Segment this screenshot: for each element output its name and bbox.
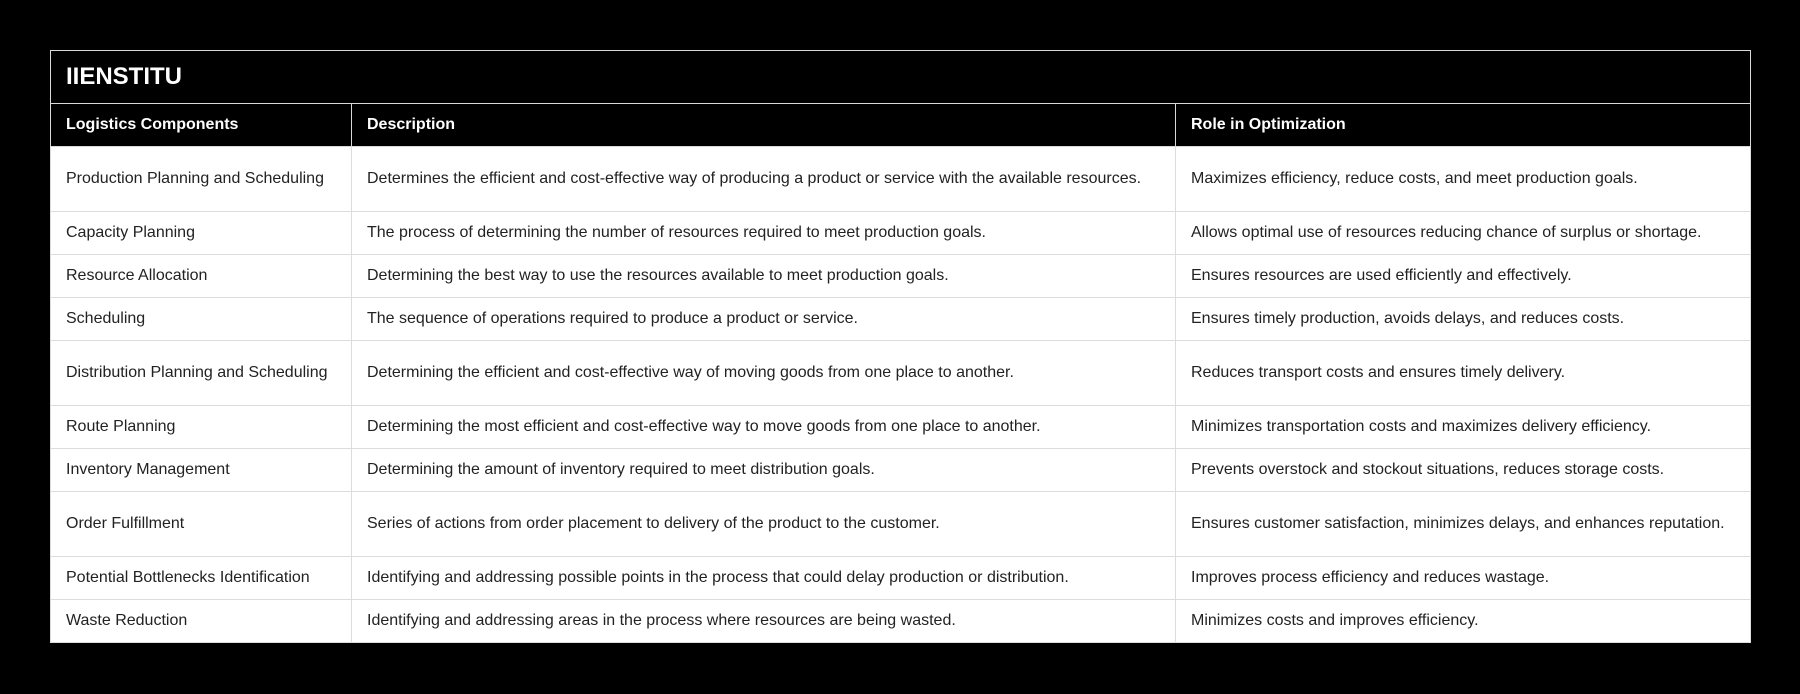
description-cell: Identifying and addressing areas in the process where resources are being wasted. xyxy=(352,600,1176,643)
component-cell: Order Fulfillment xyxy=(51,492,352,557)
component-cell: Route Planning xyxy=(51,406,352,449)
description-cell: Determining the amount of inventory required to meet distribution goals. xyxy=(352,449,1176,492)
description-cell: Series of actions from order placement to delivery of the product to the customer. xyxy=(352,492,1176,557)
table-container xyxy=(50,50,1750,643)
component-cell: Capacity Planning xyxy=(51,212,352,255)
role-cell: Allows optimal use of resources reducing chance of surplus or shortage. xyxy=(1176,212,1751,255)
role-cell: Ensures customer satisfaction, minimizes delays, and enhances reputation. xyxy=(1176,492,1751,557)
table-row xyxy=(51,600,1751,643)
table-row xyxy=(51,298,1751,341)
role-cell: Minimizes costs and improves efficiency. xyxy=(1176,600,1751,643)
component-cell: Inventory Management xyxy=(51,449,352,492)
table-title: IIENSTITU xyxy=(51,51,1751,104)
table-row xyxy=(51,341,1751,406)
column-header-components: Logistics Components xyxy=(51,104,352,147)
logistics-table xyxy=(50,50,1751,643)
column-header-description: Description xyxy=(352,104,1176,147)
description-cell: Determining the most efficient and cost-effective way to move goods from one place to another. xyxy=(352,406,1176,449)
description-cell: Identifying and addressing possible points in the process that could delay production or distribution. xyxy=(352,557,1176,600)
table-row xyxy=(51,406,1751,449)
table-row xyxy=(51,557,1751,600)
table-row xyxy=(51,492,1751,557)
component-cell: Production Planning and Scheduling xyxy=(51,147,352,212)
component-cell: Resource Allocation xyxy=(51,255,352,298)
role-cell: Ensures timely production, avoids delays, and reduces costs. xyxy=(1176,298,1751,341)
table-row xyxy=(51,449,1751,492)
component-cell: Distribution Planning and Scheduling xyxy=(51,341,352,406)
component-cell: Waste Reduction xyxy=(51,600,352,643)
column-header-role: Role in Optimization xyxy=(1176,104,1751,147)
role-cell: Reduces transport costs and ensures timely delivery. xyxy=(1176,341,1751,406)
role-cell: Maximizes efficiency, reduce costs, and meet production goals. xyxy=(1176,147,1751,212)
component-cell: Scheduling xyxy=(51,298,352,341)
role-cell: Minimizes transportation costs and maximizes delivery efficiency. xyxy=(1176,406,1751,449)
role-cell: Ensures resources are used efficiently and effectively. xyxy=(1176,255,1751,298)
header-row xyxy=(51,104,1751,147)
role-cell: Prevents overstock and stockout situations, reduces storage costs. xyxy=(1176,449,1751,492)
component-cell: Potential Bottlenecks Identification xyxy=(51,557,352,600)
description-cell: The sequence of operations required to produce a product or service. xyxy=(352,298,1176,341)
role-cell: Improves process efficiency and reduces wastage. xyxy=(1176,557,1751,600)
description-cell: The process of determining the number of resources required to meet production goals. xyxy=(352,212,1176,255)
table-row xyxy=(51,212,1751,255)
table-row xyxy=(51,255,1751,298)
description-cell: Determining the best way to use the resources available to meet production goals. xyxy=(352,255,1176,298)
description-cell: Determining the efficient and cost-effective way of moving goods from one place to another. xyxy=(352,341,1176,406)
table-row xyxy=(51,147,1751,212)
title-row xyxy=(51,51,1751,104)
description-cell: Determines the efficient and cost-effective way of producing a product or service with the available resources. xyxy=(352,147,1176,212)
